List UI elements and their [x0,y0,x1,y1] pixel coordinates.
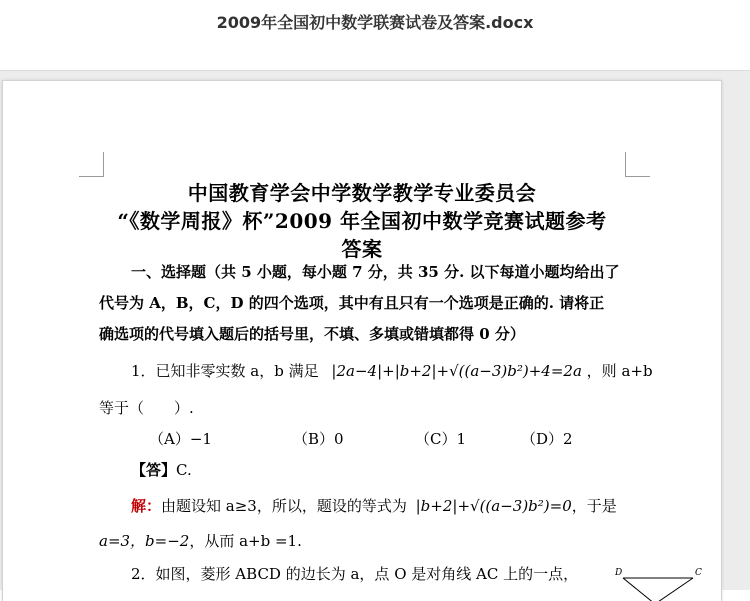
solution-formula-2: a=3，b=−2 [99,532,190,550]
answer-label: 【答】 [131,461,177,479]
solution-text-1a: 由题设知 a≥3，所以，题设的等式为 [161,497,407,515]
solution-line-1 [131,495,617,516]
figure-label-c: C [695,568,702,578]
rhombus-figure [615,566,715,601]
question-2-line-1: 2．如图，菱形 ABCD 的边长为 a，点 O 是对角线 AC 上的一点， [131,565,579,583]
answer-value: C. [176,461,192,479]
question-1-prefix: 1．已知非零实数 a，b 满足 [131,362,319,380]
question-1-suffix: ，则 a+b [586,362,653,380]
answer-line [131,459,192,480]
solution-line-2 [99,530,302,551]
section-instructions-line-1: 一、选择题（共 5 小题，每小题 7 分，共 35 分. 以下每道小题均给出了 [131,263,620,281]
heading-line-2: “《数学周报》杯”2009 年全国初中数学竞赛试题参考 [117,209,607,233]
option-d: （D）2 [521,430,573,448]
question-1-line-2: 等于（ ）. [99,399,194,417]
title-bar [0,0,750,71]
margin-corner-mark [79,152,104,177]
solution-text-1b: ，于是 [571,497,617,515]
option-a: （A）−1 [149,430,212,448]
option-b: （B）0 [293,430,344,448]
option-c: （C）1 [415,430,467,448]
solution-label: 解： [131,497,162,515]
heading-line-3: 答案 [341,237,383,261]
heading-line-1: 中国教育学会中学数学教学专业委员会 [187,181,537,205]
document-page [2,80,722,601]
figure-label-d: D [615,568,623,578]
question-1-line-1 [131,360,653,381]
section-instructions-line-2: 代号为 A，B，C，D 的四个选项，其中有且只有一个选项是正确的. 请将正 [99,294,605,312]
margin-corner-mark [625,152,650,177]
question-1-formula: |2a−4|+|b+2|+√((a−3)b²)+4=2a [331,362,582,380]
solution-text-2: ，从而 a+b =1. [189,532,302,550]
document-title: 2009年全国初中数学联赛试卷及答案.docx [216,13,534,32]
solution-formula-1: |b+2|+√((a−3)b²)=0 [415,497,572,515]
section-instructions-line-3: 确选项的代号填入题后的括号里，不填、多填或错填都得 0 分） [99,325,525,343]
